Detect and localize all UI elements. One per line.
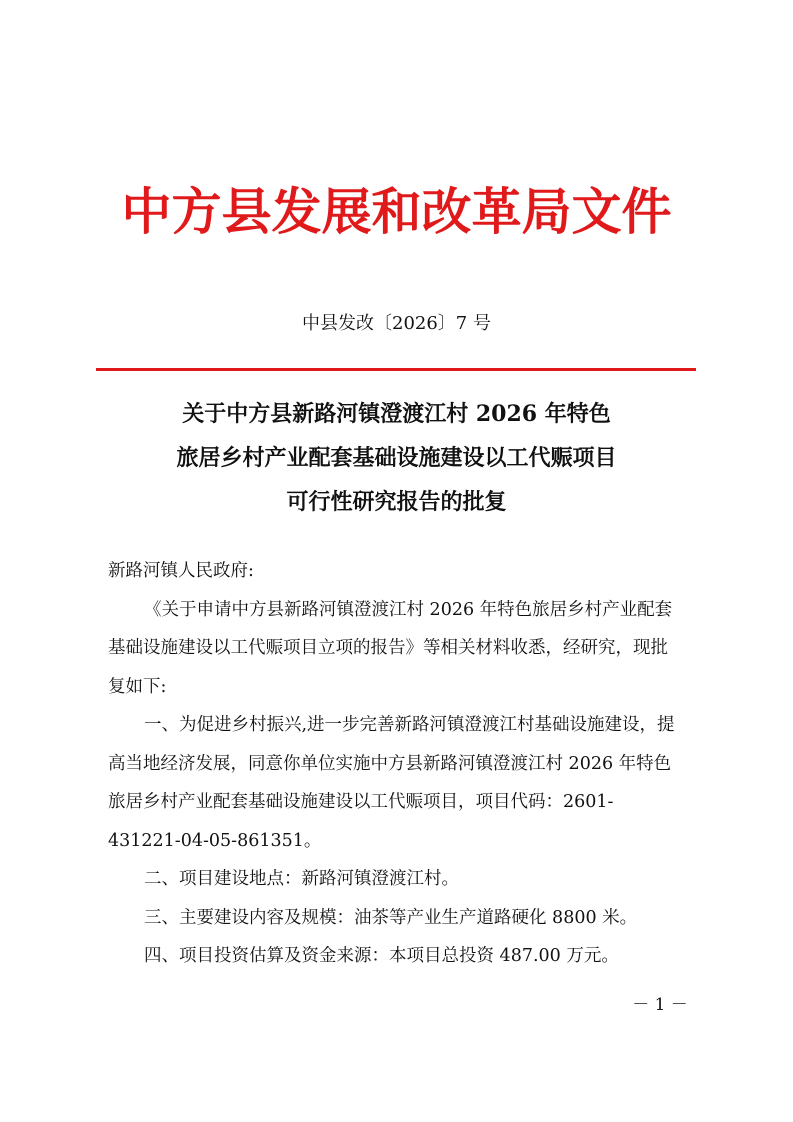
body-paragraph: 一、为促进乡村振兴,进一步完善新路河镇澄渡江村基础设施建设，提高当地经济发展，同意你单位实施中方县新路河镇澄渡江村 2026 年特色旅居乡村产业配套基础设施建设以工代赈项目，项目代码：2601-431221-04-05-861351。 (108, 715, 675, 851)
document-number: 中县发改〔2026〕7 号 (302, 313, 491, 334)
body-paragraph: 《关于申请中方县新路河镇澄渡江村 2026 年特色旅居乡村产业配套基础设施建设以工代赈项目立项的报告》等相关材料收悉，经研究，现批复如下: (108, 599, 673, 697)
body-paragraph: 三、主要建设内容及规模：油茶等产业生产道路硬化 8800 米。 (144, 907, 638, 928)
issuer-title: 中方县发展和改革局文件 (121, 183, 672, 241)
title-line: 关于中方县新路河镇澄渡江村 2026 年特色 (182, 401, 611, 427)
body-paragraph: 二、项目建设地点：新路河镇澄渡江村。 (144, 869, 459, 889)
red-divider-line (96, 368, 696, 371)
title-line: 旅居乡村产业配套基础设施建设以工代赈项目 (176, 445, 617, 471)
page-number: － 1 － (632, 995, 688, 1015)
body-paragraph: 四、项目投资估算及资金来源：本项目总投资 487.00 万元。 (144, 946, 619, 966)
title-line: 可行性研究报告的批复 (286, 489, 507, 515)
document-title (110, 392, 683, 524)
salutation: 新路河镇人民政府: (108, 561, 254, 581)
document-body (108, 552, 684, 976)
